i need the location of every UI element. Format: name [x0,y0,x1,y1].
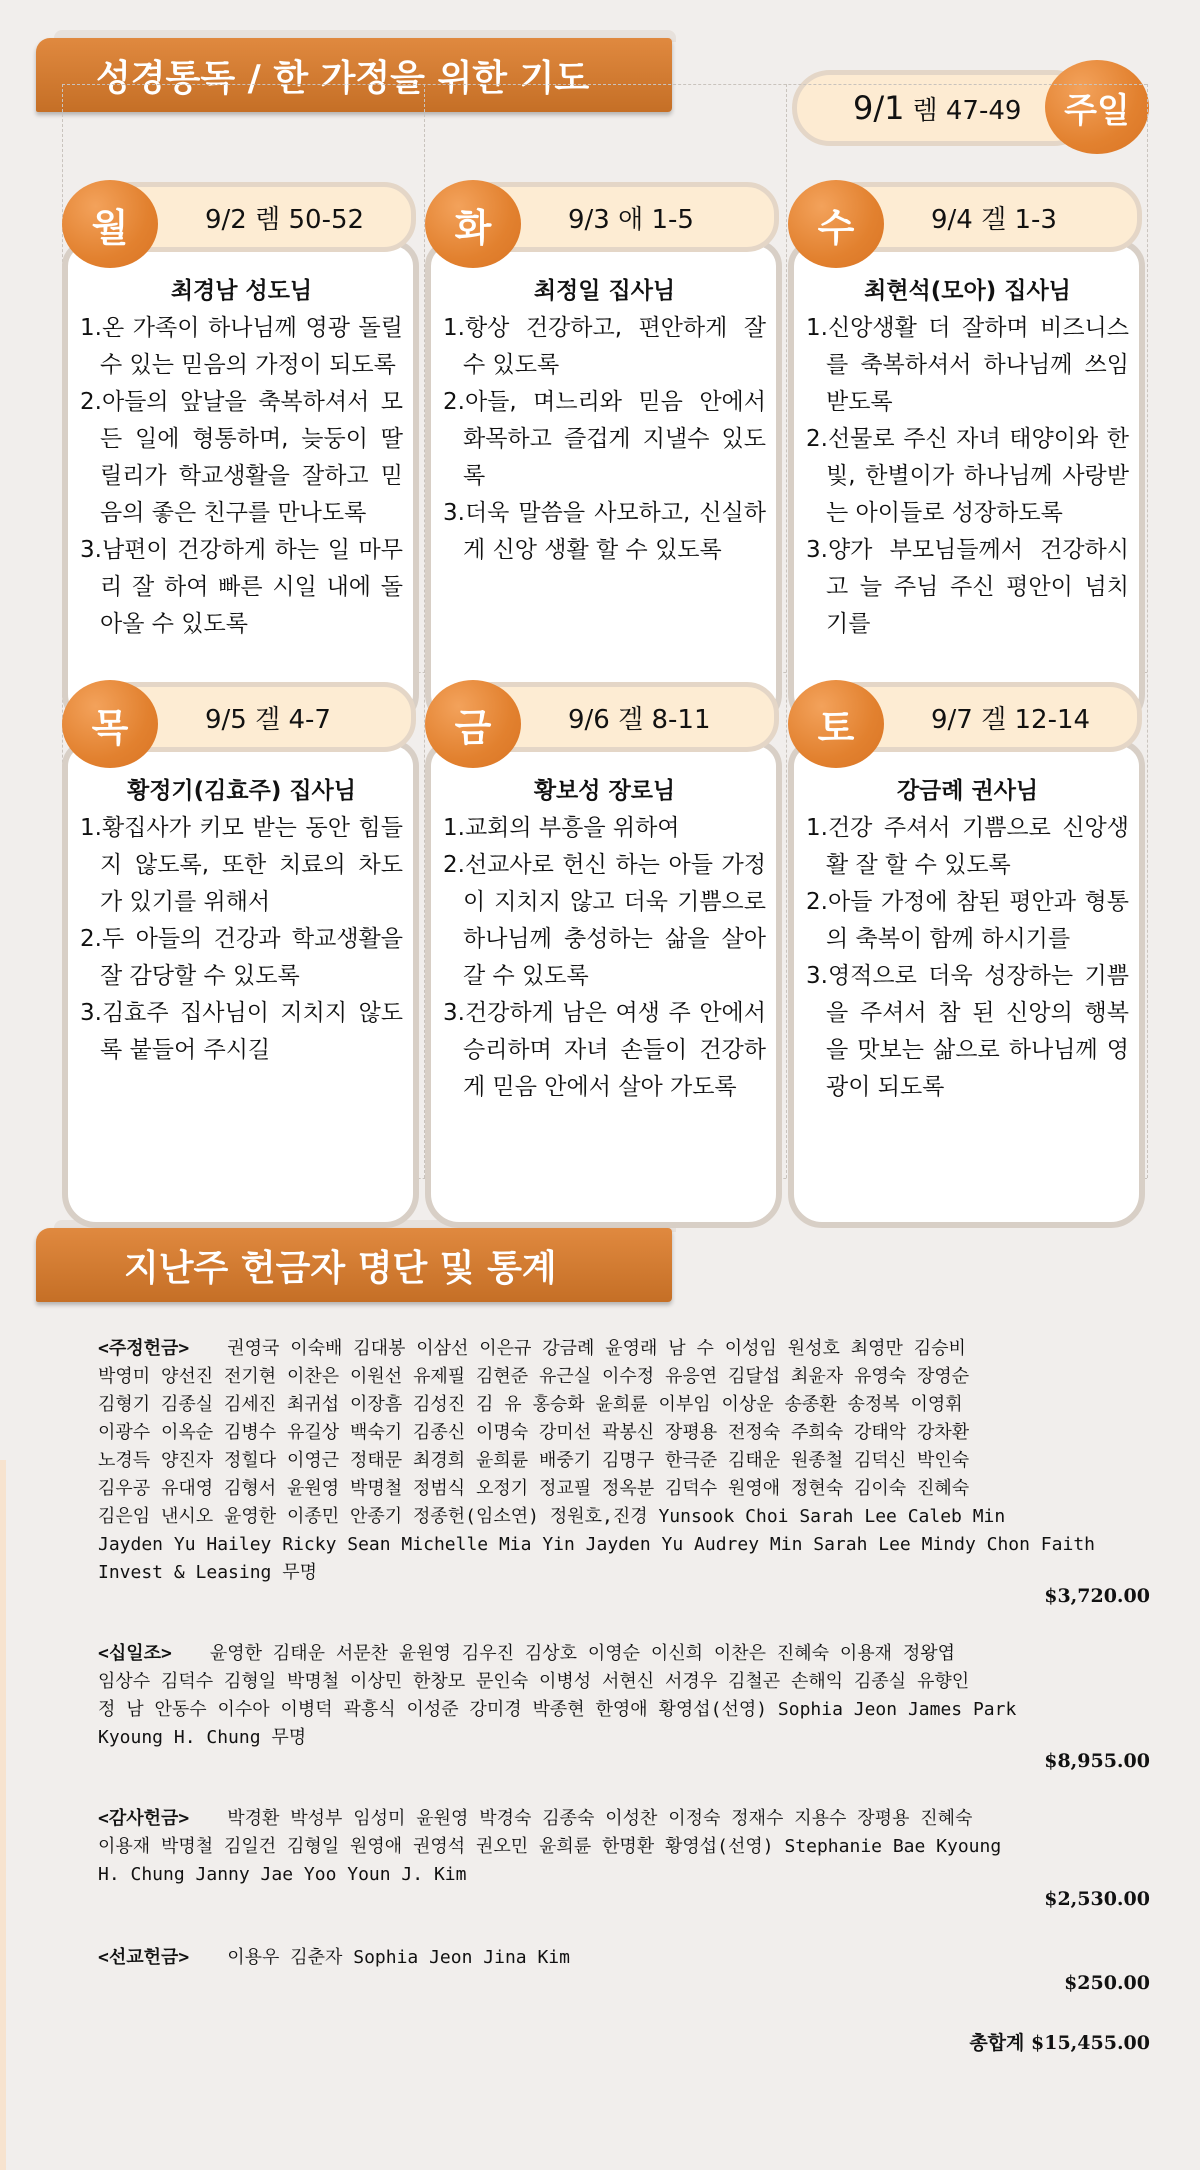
prayer-item: 2.선교사로 헌신 하는 아들 가정이 지치지 않고 더욱 기쁨으로 하나님께 충성하는 삶을 살아갈 수 있도록 [443,852,766,989]
prayer-item: 2.선물로 주신 자녀 태양이와 한빛, 한별이가 하나님께 사랑받는 아이들로 성장하도록 [806,426,1129,526]
offering-line [98,1335,1150,1363]
grid-line [786,84,787,1178]
offering-amount: $3,720.00 [1044,1585,1150,1607]
prayer-item: 1.교회의 부흥을 위하여 [443,815,680,841]
sunday-badge [1045,60,1149,154]
offering-line: 노경득 양진자 정힐다 이영근 정태문 최경희 윤희륜 배중기 김명구 한극준 김태운 원종철 김덕신 박인숙 [98,1450,970,1471]
prayer-item: 3.남편이 건강하게 하는 일 마무리 잘 하여 빠른 시일 내에 돌아올 수 있도록 [80,537,403,637]
prayer-item: 3.양가 부모님들께서 건강하시고 늘 주님 주신 평안이 넘치기를 [806,537,1129,637]
prayer-item: 3.영적으로 더욱 성장하는 기쁨을 주셔서 참 된 신앙의 행복을 맛보는 삶으로 하나님께 영광이 되도록 [806,963,1129,1100]
prayer-list [806,810,1129,1106]
person-name: 최현석(모아) 집사님 [864,278,1071,304]
prayer-list [80,310,403,643]
offering-line [98,1805,1150,1833]
sunday-day-label: 주일 [1064,90,1130,131]
day-label: 금 [454,705,492,750]
grid-line [62,84,1147,85]
offering-names: 이용우 김춘자 Sophia Jeon Jina Kim [227,1947,570,1968]
prayer-list [443,810,766,1106]
prayer-item: 3.김효주 집사님이 지치지 않도록 붙들어 주시길 [80,1000,403,1063]
card-body [788,740,1145,1228]
offering-line: 박영미 양선진 전기현 이찬은 이원선 유제필 김현준 유근실 이수정 유응연 김달섭 최윤자 유영숙 장영순 [98,1366,970,1387]
offering-banner [36,1228,672,1302]
offering-label: <선교헌금> [98,1947,190,1968]
prayer-item: 1.항상 건강하고, 편안하게 잘 수 있도록 [443,315,766,378]
person-name: 황정기(김효주) 집사님 [127,778,356,804]
person-name: 황보성 장로님 [533,778,676,804]
day-label: 토 [817,705,855,750]
reading-date: 9/6 겔 8-11 [568,704,711,735]
reading-date: 9/3 애 1-5 [568,204,694,235]
offering-label: <주정헌금> [98,1338,190,1359]
offering-line: 김형기 김종실 김세진 최귀섭 이장흠 김성진 김 유 홍승화 윤희륜 이부임 이상운 송종환 송정복 이영휘 [98,1394,963,1415]
offering-line: Invest & Leasing 무명 [98,1562,318,1583]
offering-line: 임상수 김덕수 김형일 박명철 이상민 한창모 문인숙 이병성 서현신 서경우 김철곤 손해익 김종실 유향인 [98,1671,970,1692]
day-badge [62,680,158,768]
offering-amount: $250.00 [1064,1972,1150,1994]
offering-names: 윤영한 김태운 서문찬 윤원영 김우진 김상호 이영순 이신희 이찬은 진혜숙 이용재 정왕엽 [209,1643,956,1664]
offering-line: 이용재 박명철 김일건 김형일 원영애 권영석 권오민 윤희륜 한명환 황영섭(선영) Stephanie Bae Kyoung [98,1836,1002,1857]
prayer-item: 1.신앙생활 더 잘하며 비즈니스를 축복하셔서 하나님께 쓰임받도록 [806,315,1129,415]
offering-line: Jayden Yu Hailey Ricky Sean Michelle Mia Yin Jayden Yu Audrey Min Sarah Lee Mindy Chon Faith [98,1534,1095,1555]
day-badge [788,680,884,768]
offering-names: 박경환 박성부 임성미 윤원영 박경숙 김종숙 이성찬 이정숙 정재수 지용수 장평용 진혜숙 [227,1808,973,1829]
day-label: 수 [817,205,855,250]
person-name: 최정일 집사님 [533,278,676,304]
offering-line: 김은임 낸시오 윤영한 이종민 안종기 정종헌(임소연) 정원호,진경 Yunsook Choi Sarah Lee Caleb Min [98,1506,1006,1527]
offering-line: 정 남 안동수 이수아 이병덕 곽흥식 이성준 강미경 박종현 한영애 황영섭(선영) Sophia Jeon James Park [98,1699,1017,1720]
prayer-item: 3.더욱 말씀을 사모하고, 신실하게 신앙 생활 할 수 있도록 [443,500,766,563]
person-name: 최경남 성도님 [170,278,313,304]
reading-date: 9/2 렘 50-52 [205,204,365,235]
offering-tithe [98,1640,1150,1752]
prayer-item: 1.황집사가 키모 받는 동안 힘들지 않도록, 또한 치료의 차도가 있기를 위해서 [80,815,403,915]
prayer-list [80,810,403,1069]
card-body [425,240,782,728]
day-badge [425,680,521,768]
prayer-item: 2.아들 가정에 참된 평안과 형통의 축복이 함께 하시기를 [806,889,1129,952]
reading-date: 9/4 겔 1-3 [931,204,1057,235]
offering-line: H. Chung Janny Jae Yoo Youn J. Kim [98,1864,467,1885]
bible-reading-title: 성경통독 / 한 가정을 위한 기도 [96,57,590,99]
prayer-item: 2.두 아들의 건강과 학교생활을 잘 감당할 수 있도록 [80,926,403,989]
reading-date: 9/7 겔 12-14 [931,704,1091,735]
offering-label: <십일조> [98,1643,172,1664]
offering-total: 총합계 $15,455.00 [969,2032,1150,2054]
person-name: 강금례 권사님 [896,778,1039,804]
offering-sunday [98,1335,1150,1587]
offering-title: 지난주 헌금자 명단 및 통계 [124,1247,557,1289]
offering-line [98,1944,1150,1972]
prayer-item: 1.온 가족이 하나님께 영광 돌릴 수 있는 믿음의 가정이 되도록 [80,315,403,378]
offering-thanks [98,1805,1150,1889]
day-badge [788,180,884,268]
day-label: 월 [91,205,129,250]
reading-date: 9/5 겔 4-7 [205,704,331,735]
prayer-item: 2.아들, 며느리와 믿음 안에서 화목하고 즐겁게 지낼수 있도록 [443,389,766,489]
prayer-item: 3.건강하게 남은 여생 주 안에서 승리하며 자녀 손들이 건강하게 믿음 안에서 살아 가도록 [443,1000,766,1100]
offering-mission [98,1944,1150,1972]
left-edge-accent [0,1460,6,2170]
offering-line: 이광수 이옥순 김병수 유길상 백숙기 김종신 이명숙 강미선 곽봉신 장평용 전정숙 주희숙 강태악 강차환 [98,1422,970,1443]
offering-amount: $2,530.00 [1044,1888,1150,1910]
prayer-list [806,310,1129,643]
prayer-list [443,310,766,569]
day-badge [62,180,158,268]
sunday-reading: 렘 47-49 [912,95,1022,126]
day-label: 목 [91,705,129,750]
offering-amount: $8,955.00 [1044,1750,1150,1772]
offering-names: 권영국 이숙배 김대봉 이삼선 이은규 강금례 윤영래 남 수 이성임 원성호 최영만 김승비 [227,1338,966,1359]
grid-line [1147,84,1148,1178]
offering-line: 김우공 유대영 김형서 윤원영 박명철 정범식 오정기 정교필 정옥분 김덕수 원영애 정현숙 김이숙 진혜숙 [98,1478,970,1499]
bible-reading-banner [36,38,672,112]
card-body [788,240,1145,728]
card-body [62,740,419,1228]
day-label: 화 [454,205,492,250]
offering-line [98,1640,1150,1668]
card-body [62,240,419,728]
offering-line: Kyoung H. Chung 무명 [98,1727,307,1748]
prayer-item: 2.아들의 앞날을 축복하셔서 모든 일에 형통하며, 늦둥이 딸 릴리가 학교생활을 잘하고 믿음의 좋은 친구를 만나도록 [80,389,403,526]
prayer-item: 1.건강 주셔서 기쁨으로 신앙생활 잘 할 수 있도록 [806,815,1129,878]
offering-label: <감사헌금> [98,1808,190,1829]
day-badge [425,180,521,268]
card-body [425,740,782,1228]
sunday-date: 9/1 [853,89,905,127]
